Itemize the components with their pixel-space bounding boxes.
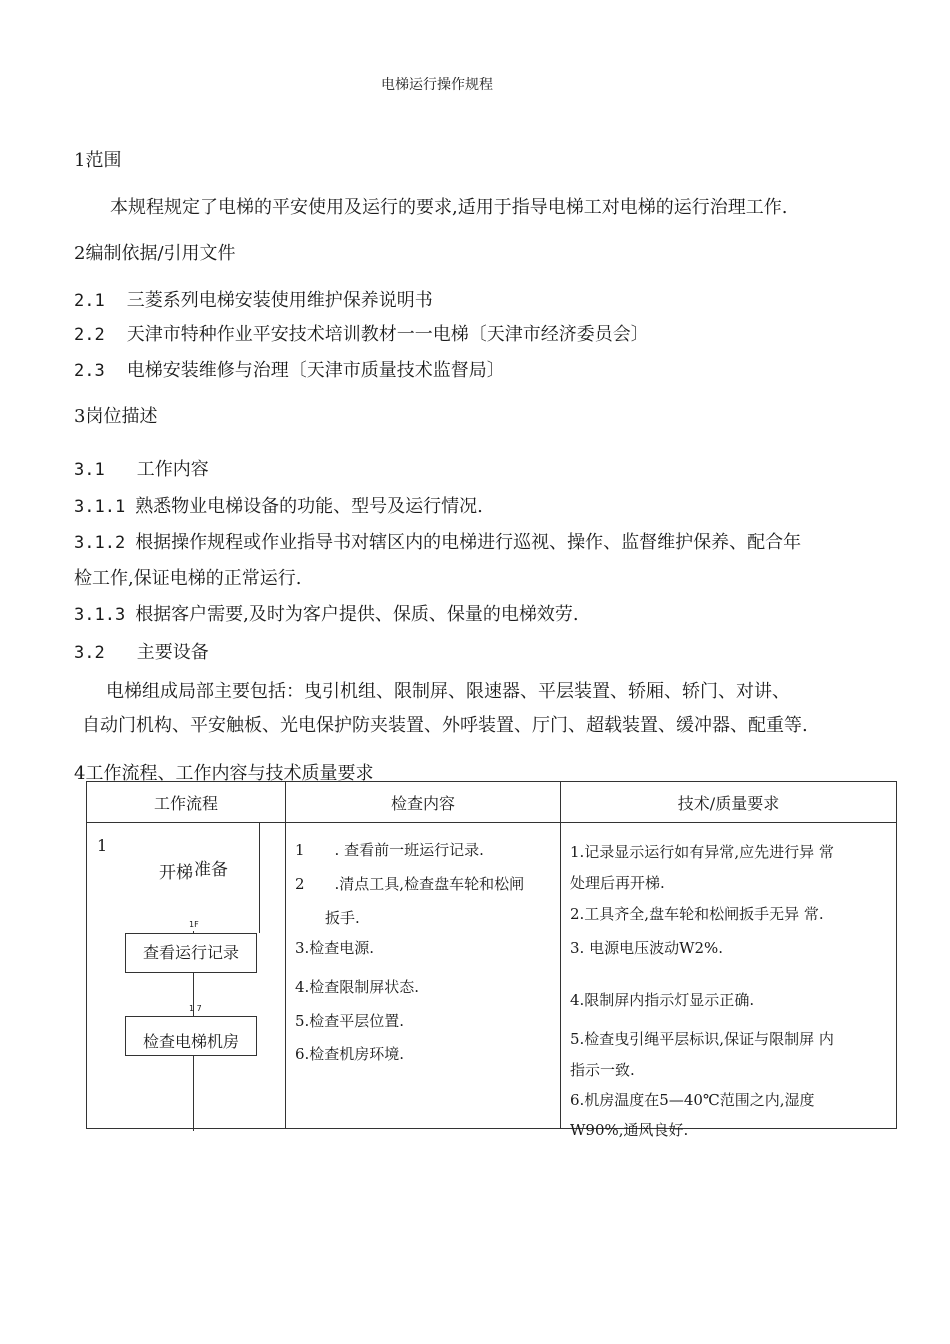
requirement-item: 3. 电源电压波动W2%. [570,939,724,957]
ref-number: 2.2 [74,325,105,345]
section-1-body: 本规程规定了电梯的平安使用及运行的要求,适用于指导电梯工对电梯的运行治理工作. [110,197,788,218]
requirement-item: 6.机房温度在5—40℃范围之内,湿度 [570,1091,815,1109]
requirement-item: 2.工具齐全,盘车轮和松闸扳手无异 常. [570,905,824,923]
column-header-flow: 工作流程 [87,782,286,823]
subsection-title: 主要设备 [136,642,209,663]
step-label-prepare: 准备 [194,860,228,880]
duty-number: 3.1.2 [74,533,126,553]
requirement-item: 5.检查曳引绳平层标识,保证与限制屏 内 [570,1030,834,1048]
column-header-requirement: 技术/质量要求 [561,782,897,823]
check-content-cell [286,823,561,1129]
ref-item [74,286,433,312]
step-number: 1 [97,836,108,855]
subsection-3-1 [74,455,209,481]
subsection-title: 工作内容 [136,459,209,480]
ref-item [74,356,505,382]
requirement-item-continuation: 处理后再开梯. [570,874,665,892]
ref-text: 三菱系列电梯安装使用维护保养说明书 [126,290,433,311]
requirement-cell [561,823,897,1139]
ref-number: 2.1 [74,291,105,311]
equipment-line-2: 自动门机构、平安触板、光电保护防夹装置、外呼装置、厅门、超载装置、缓冲器、配重等. [82,715,808,736]
duty-item [74,492,483,518]
check-item: 2 .清点工具,检查盘车轮和松闸 [295,875,525,893]
requirement-item-continuation: 指示一致. [570,1061,635,1079]
duty-item [74,528,801,554]
duty-text: 根据客户需要,及时为客户提供、保质、保量的电梯效劳. [135,604,579,625]
check-item: 1 . 查看前一班运行记录. [295,841,484,859]
duty-text: 熟悉物业电梯设备的功能、型号及运行情况. [135,496,483,517]
duty-item [74,600,579,626]
check-item: 3.检查电源. [295,939,375,957]
requirement-item-continuation: W90%,通风良好. [570,1121,689,1139]
section-3-heading: 3岗位描述 [74,406,158,427]
subsection-number: 3.2 [74,643,105,663]
check-item: 6.检查机房环境. [295,1045,405,1063]
flow-cell [87,823,286,1129]
table-header-row [87,782,897,823]
ref-number: 2.3 [74,361,105,381]
duty-number: 3.1.3 [74,605,126,625]
requirement-item: 4.限制屏内指示灯显示正确. [570,991,755,1009]
duty-text: 根据操作规程或作业指导书对辖区内的电梯进行巡视、操作、监督维护保养、配合年 [135,532,802,553]
check-item-continuation: 扳手. [295,909,360,927]
table-row [87,823,897,1129]
check-item: 4.检查限制屏状态. [295,978,420,996]
flow-box-check-machine-room: 检查电梯机房 [125,1016,257,1056]
ref-text: 电梯安装维修与治理〔天津市质量技术监督局〕 [126,360,505,381]
duty-item-continuation: 检工作,保证电梯的正常运行. [74,568,302,589]
section-2-heading: 2编制依据/引用文件 [74,243,236,264]
duty-number: 3.1.1 [74,497,126,517]
subsection-3-2 [74,638,209,664]
check-item: 5.检查平层位置. [295,1012,405,1030]
ref-item [74,320,649,346]
column-header-check: 检查内容 [286,782,561,823]
requirement-item: 1.记录显示运行如有异常,应先进行异 常 [570,843,834,861]
document-title: 电梯运行操作规程 [381,77,493,93]
flow-mark: 1 7 [189,1004,202,1013]
workflow-table [86,781,897,1139]
section-1-heading: 1范围 [74,150,122,171]
ref-text: 天津市特种作业平安技术培训教材一一电梯〔天津市经济委员会〕 [126,324,649,345]
step-label-start: 开梯 [159,863,193,883]
equipment-line-1: 电梯组成局部主要包括：曳引机组、限制屏、限速器、平层装置、轿厢、轿门、对讲、 [106,681,790,702]
section-4-heading: 4工作流程、工作内容与技术质量要求 [74,763,374,784]
flow-divider-line [259,823,260,933]
subsection-number: 3.1 [74,460,105,480]
flow-box-view-records: 查看运行记录 [125,933,257,973]
flow-mark: 1F [189,920,199,929]
